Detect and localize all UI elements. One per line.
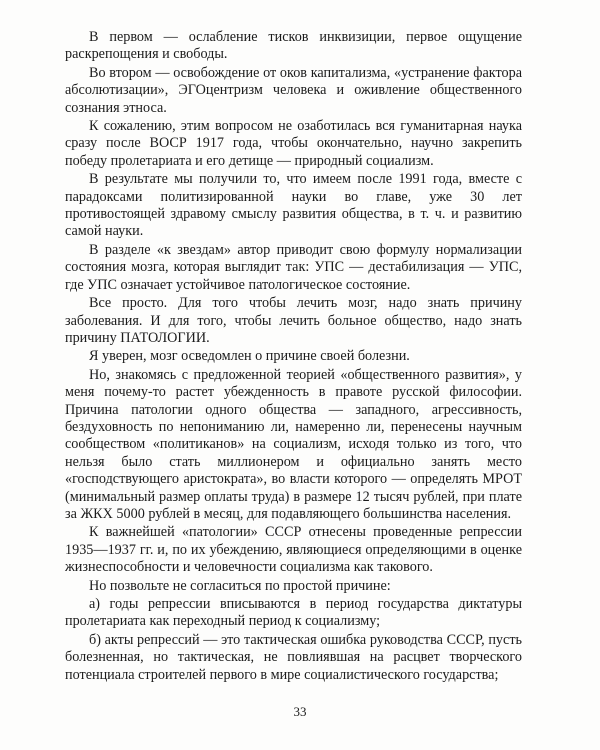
paragraph: Но, знакомясь с предложенной теорией «общественного развития», у меня почему-то растет убежденность в правоте русской философии. Причина патологии одного общества — западного, агрессивность, бездуховность по непониманию ли, намеренно ли, перенесены научным сообществом «политиканов» на социализм, исходя только из того, что нельзя было стать миллионером и официально занять место «господствующего аристократа», во власти которого — определять МРОТ (минимальный размер оплаты труда) в размере 12 тысяч рублей, при плате за ЖКХ 5000 рублей в месяц, для подавляющего большинства населения.: [65, 366, 522, 522]
paragraph: Во втором — освобождение от оков капитализма, «устранение фактора абсолютизации», ЭГОцентризм человека и оживление общественного сознания этноса.: [65, 64, 522, 116]
paragraph: Все просто. Для того чтобы лечить мозг, надо знать причину заболевания. И для того, чтобы лечить больное общество, надо знать причину ПАТОЛОГИИ.: [65, 295, 522, 346]
paragraph: Я уверен, мозг осведомлен о причине своей болезни.: [89, 348, 410, 365]
paragraph: В результате мы получили то, что имеем после 1991 года, вместе с парадоксами политизированной науки во главе, уже 30 лет противостоящей здравому смыслу развития общества, в т. ч. и развитию самой науки.: [65, 171, 522, 240]
paragraph: б) акты репрессий — это тактическая ошибка руководства СССР, пусть болезненная, но тактическая, не повлиявшая на расцвет творческого потенциала строителей первого в мире социалистического государства;: [65, 631, 522, 683]
paragraph: а) годы репрессии вписываются в период государства диктатуры пролетариата как переходный период к социализму;: [65, 596, 522, 630]
paragraph: В разделе «к звездам» автор приводит свою формулу нормализации состояния мозга, которая выглядит так: УПС — дестабилизация — УПС, где УПС означает устойчивое патологическое состояние.: [65, 241, 522, 293]
paragraph: К сожалению, этим вопросом не озаботилась вся гуманитарная наука сразу после ВОСР 1917 года, чтобы окончательно, научно закрепить победу пролетариата и его детище — природный социализм.: [65, 118, 522, 169]
page-number: 33: [293, 704, 307, 719]
paragraph: К важнейшей «патологии» СССР отнесены проведенные репрессии 1935—1937 гг. и, по их убеждению, являющиеся определяющими в оценке жизнеспособности и человечности социализма как такового.: [65, 524, 522, 576]
paragraph: Но позвольте не согласиться по простой причине:: [89, 577, 391, 594]
paragraph: В первом — ослабление тисков инквизиции, первое ощущение раскрепощения и свободы.: [65, 29, 522, 63]
body-text: [65, 29, 522, 685]
